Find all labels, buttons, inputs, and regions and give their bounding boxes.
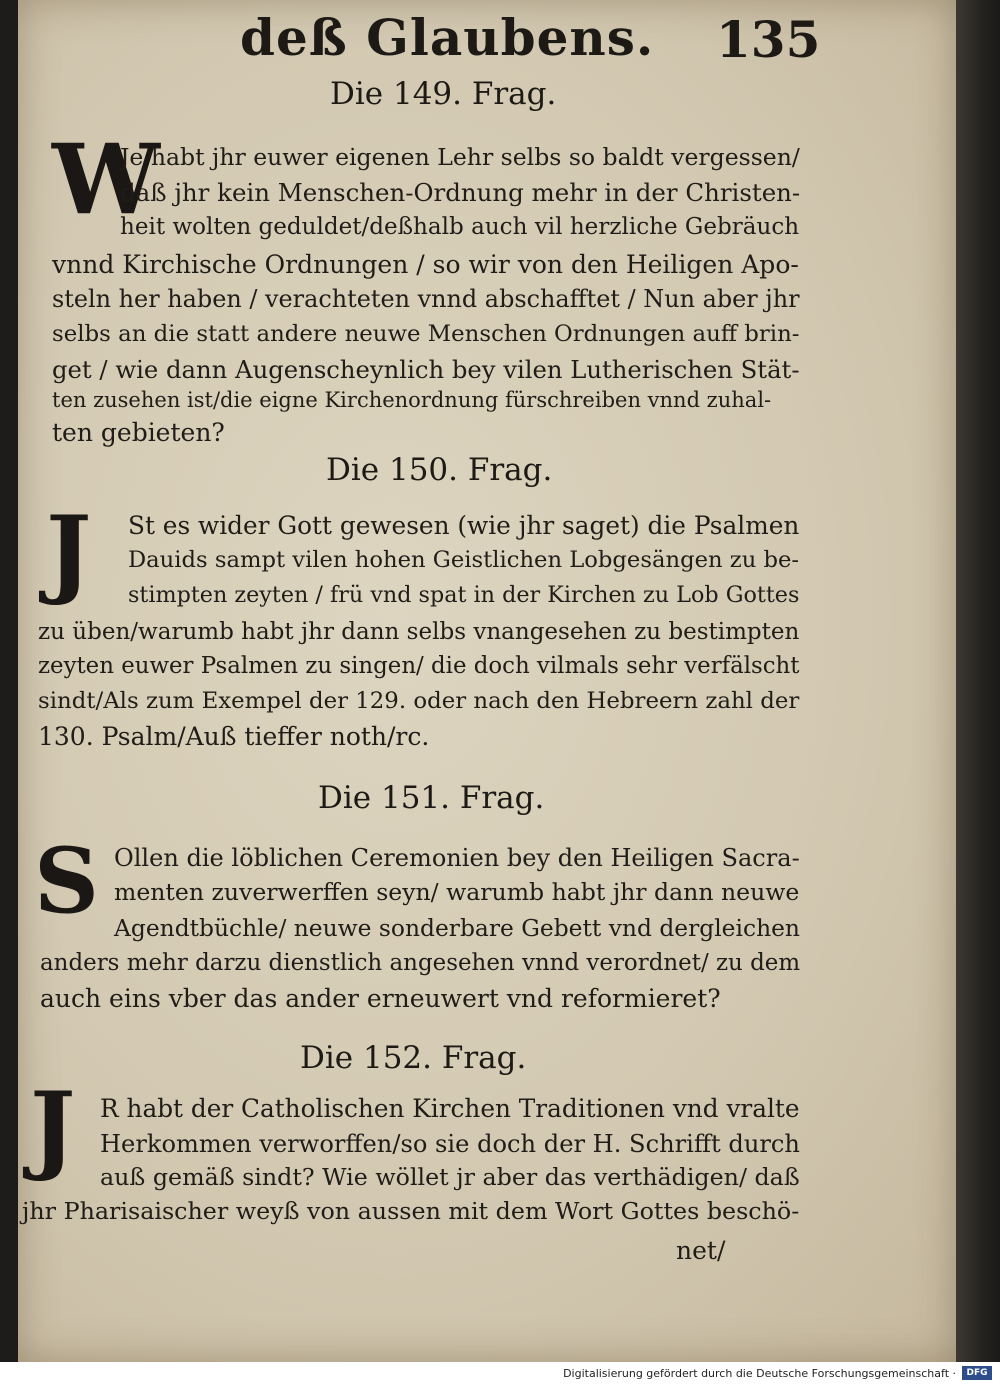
running-header-title: deß Glaubens. — [240, 8, 655, 67]
text-line: ten gebieten? — [52, 418, 225, 447]
text-line: stimpten zeyten / frü vnd spat in der Kirchen zu Lob Gottes — [128, 582, 800, 608]
text-line: heit wolten geduldet/deßhalb auch vil herzliche Gebräuch — [120, 214, 800, 240]
drop-initial-150: J — [46, 495, 92, 608]
text-line: ten zusehen ist/die eigne Kirchenordnung fürschreiben vnnd zuhal- — [52, 388, 772, 412]
question-heading-152: Die 152. Frag. — [300, 1040, 527, 1076]
text-line: auß gemäß sindt? Wie wöllet jr aber das verthädigen/ daß — [100, 1163, 800, 1191]
page-edge-shadow — [956, 0, 1000, 1362]
question-heading-151: Die 151. Frag. — [318, 780, 545, 816]
text-line: vnnd Kirchische Ordnungen / so wir von den Heiligen Apo- — [52, 250, 799, 279]
text-line: Herkommen verworffen/so sie doch der H. Schrifft durch — [100, 1130, 800, 1158]
catchword: net/ — [676, 1236, 726, 1265]
text-line: Ollen die löblichen Ceremonien bey den Heiligen Sacra- — [114, 844, 800, 872]
drop-initial-152: J — [30, 1071, 76, 1184]
page-number: 135 — [716, 10, 821, 69]
text-line: R habt der Catholischen Kirchen Traditionen vnd vralte — [100, 1094, 800, 1123]
question-heading-149: Die 149. Frag. — [330, 76, 557, 112]
drop-initial-151: S — [34, 828, 99, 934]
digitization-credit: Digitalisierung gefördert durch die Deutsche Forschungsgemeinschaft · — [563, 1367, 956, 1380]
text-line: Dauids sampt vilen hohen Geistlichen Lobgesängen zu be- — [128, 547, 800, 573]
text-line: jhr Pharisaischer weyß von aussen mit dem Wort Gottes beschö- — [22, 1197, 800, 1225]
text-line: Agendtbüchle/ neuwe sonderbare Gebett vnd dergleichen — [114, 914, 800, 942]
text-line: get / wie dann Augenscheynlich bey vilen Lutherischen Stät- — [52, 355, 800, 384]
text-line: daß jhr kein Menschen-Ordnung mehr in der Christen- — [120, 178, 801, 207]
dfg-logo-icon: DFG — [962, 1366, 992, 1380]
question-heading-150: Die 150. Frag. — [326, 452, 553, 488]
text-line: zu üben/warumb habt jhr dann selbs vnangesehen zu bestimpten — [38, 619, 800, 645]
text-line: 130. Psalm/Auß tieffer noth/rc. — [38, 722, 430, 751]
text-line: Je habt jhr euwer eigenen Lehr selbs so baldt vergessen/ — [120, 143, 800, 171]
drop-initial-149: W — [52, 123, 160, 236]
text-line: selbs an die statt andere neuwe Menschen Ordnungen auff brin- — [52, 321, 800, 347]
text-line: anders mehr darzu dienstlich angesehen vnnd verordnet/ zu dem — [40, 950, 801, 976]
text-line: St es wider Gott gewesen (wie jhr saget) die Psalmen — [128, 511, 800, 540]
text-line: zeyten euwer Psalmen zu singen/ die doch vilmals sehr verfälscht — [38, 653, 800, 679]
text-line: sindt/Als zum Exempel der 129. oder nach den Hebreern zahl der — [38, 688, 800, 714]
text-line: steln her haben / verachteten vnnd abschafftet / Nun aber jhr — [52, 285, 800, 313]
text-line: menten zuverwerffen seyn/ warumb habt jhr dann neuwe — [114, 878, 800, 906]
text-line: auch eins vber das ander erneuwert vnd reformieret? — [40, 984, 721, 1013]
